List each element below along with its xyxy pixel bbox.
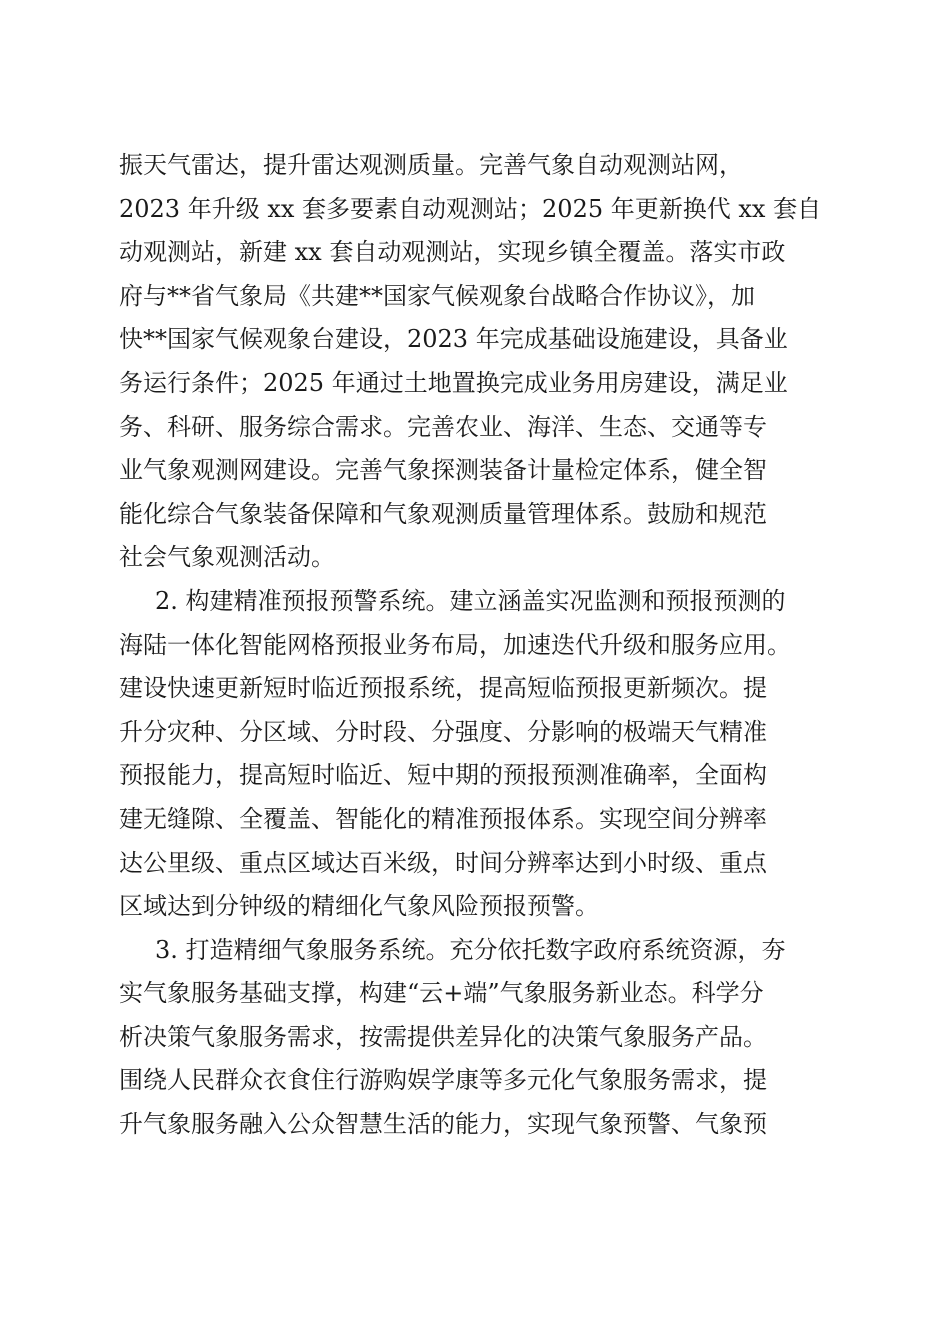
text-line-15: 预报能力，提高短时临近、短中期的预报预测准确率，全面构 bbox=[119, 761, 767, 790]
text-line-10: 社会气象观测活动。 bbox=[119, 543, 335, 572]
text-line-3: 动观测站，新建 xx 套自动观测站，实现乡镇全覆盖。落实市政 bbox=[119, 238, 786, 267]
text-line-21: 析决策气象服务需求，按需提供差异化的决策气象服务产品。 bbox=[119, 1022, 767, 1051]
text-line-16: 建无缝隙、全覆盖、智能化的精准预报体系。实现空间分辨率 bbox=[119, 804, 767, 833]
text-line-4: 府与**省气象局《共建**国家气候观象台战略合作协议》，加 bbox=[119, 281, 755, 310]
text-line-22: 围绕人民群众衣食住行游购娱学康等多元化气象服务需求，提 bbox=[119, 1066, 767, 1095]
text-line-14: 升分灾种、分区域、分时段、分强度、分影响的极端天气精准 bbox=[119, 717, 767, 746]
text-line-23: 升气象服务融入公众智慧生活的能力，实现气象预警、气象预 bbox=[119, 1110, 767, 1139]
text-line-20: 实气象服务基础支撑，构建“云+端”气象服务新业态。科学分 bbox=[119, 979, 764, 1008]
body-text bbox=[119, 148, 839, 1151]
text-line-8: 业气象观测网建设。完善气象探测装备计量检定体系，健全智 bbox=[119, 456, 767, 485]
text-line-6: 务运行条件；2025 年通过土地置换完成业务用房建设，满足业 bbox=[119, 368, 788, 397]
text-line-7: 务、科研、服务综合需求。完善农业、海洋、生态、交通等专 bbox=[119, 412, 767, 441]
text-line-17: 达公里级、重点区域达百米级，时间分辨率达到小时级、重点 bbox=[119, 848, 767, 877]
section-heading-3: 3. 打造精细气象服务系统。充分依托数字政府系统资源，夯 bbox=[155, 935, 786, 964]
text-line-2: 2023 年升级 xx 套多要素自动观测站；2025 年更新换代 xx 套自 bbox=[119, 194, 822, 223]
text-line-1: 振天气雷达，提升雷达观测质量。完善气象自动观测站网， bbox=[119, 151, 743, 179]
text-line-5: 快**国家气候观象台建设，2023 年完成基础设施建设，具备业 bbox=[119, 325, 788, 354]
text-line-13: 建设快速更新短时临近预报系统，提高短临预报更新频次。提 bbox=[119, 674, 767, 703]
text-line-9: 能化综合气象装备保障和气象观测质量管理体系。鼓励和规范 bbox=[119, 499, 767, 528]
text-line-12: 海陆一体化智能网格预报业务布局，加速迭代升级和服务应用。 bbox=[119, 630, 791, 659]
section-heading-2: 2. 构建精准预报预警系统。建立涵盖实况监测和预报预测的 bbox=[155, 586, 786, 615]
text-line-18: 区域达到分钟级的精细化气象风险预报预警。 bbox=[119, 892, 599, 921]
